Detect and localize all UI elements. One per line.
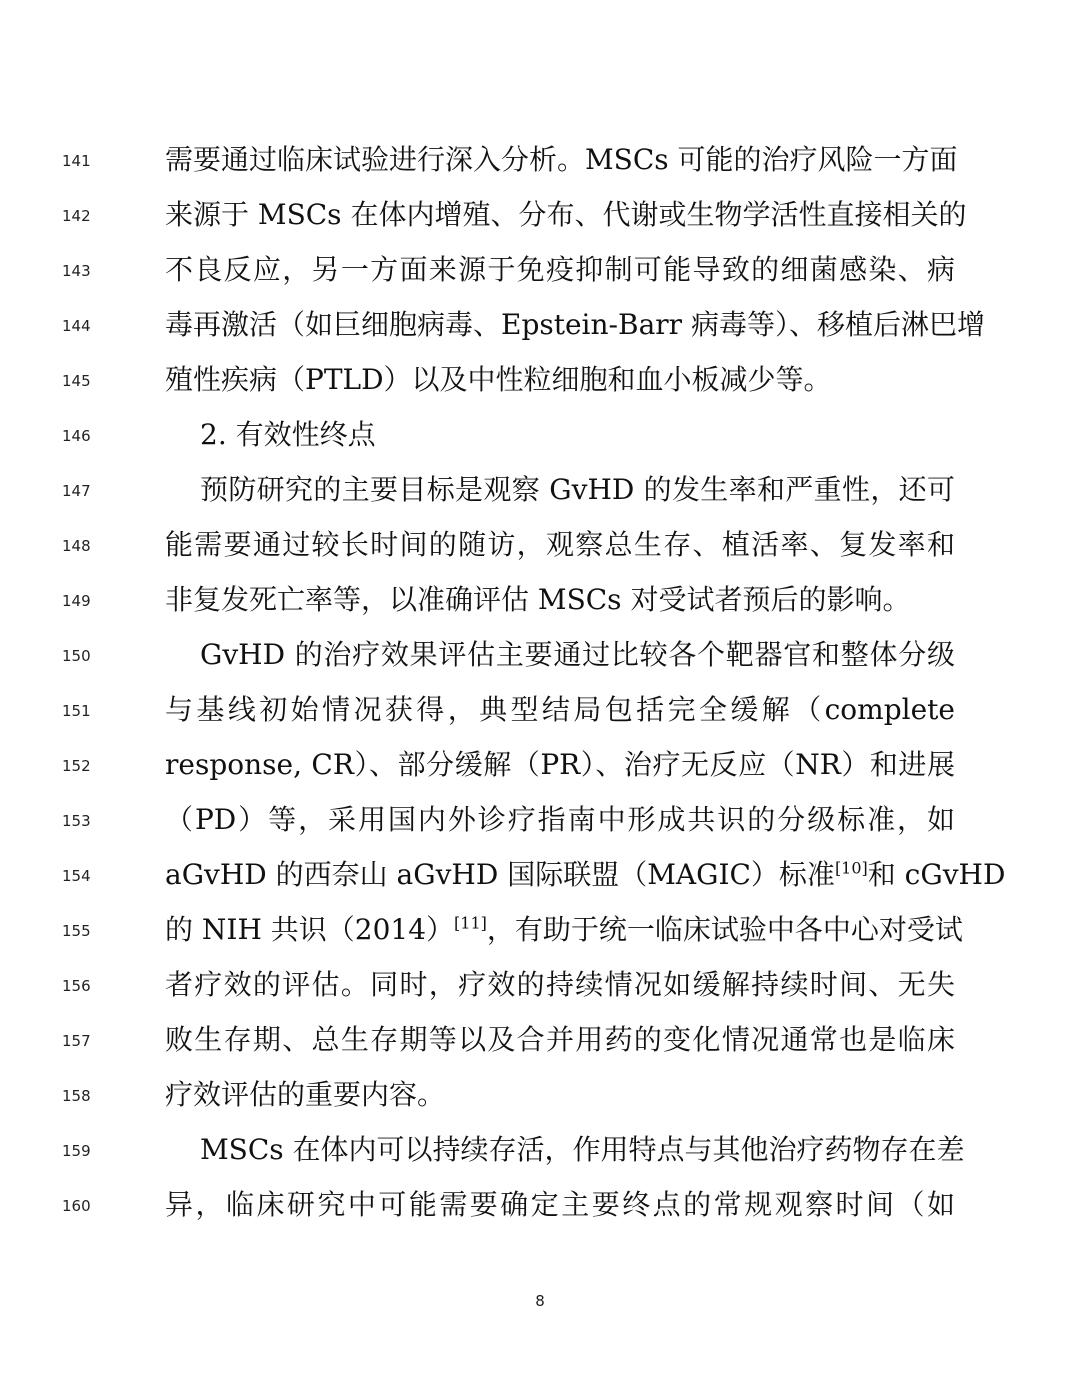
section-heading-line [0, 411, 1080, 467]
line-text: （PD）等，采用国内外诊疗指南中形成共识的分级标准，如 [165, 803, 955, 836]
text-line [0, 961, 1080, 1017]
text-line [0, 851, 1080, 907]
line-number: 146 [62, 427, 91, 445]
line-number: 148 [62, 537, 91, 555]
line-number: 160 [62, 1197, 91, 1215]
line-text: 不良反应，另一方面来源于免疫抑制可能导致的细菌感染、病 [165, 253, 955, 286]
line-text: GvHD 的治疗效果评估主要通过比较各个靶器官和整体分级 [200, 638, 955, 671]
text-line [0, 906, 1080, 962]
line-text-part: 和 cGvHD [867, 858, 1006, 891]
line-text [165, 855, 1006, 895]
line-text: 来源于 MSCs 在体内增殖、分布、代谢或生物学活性直接相关的 [165, 198, 967, 231]
text-line [0, 1181, 1080, 1237]
line-number: 149 [62, 592, 91, 610]
text-line [0, 356, 1080, 412]
text-line [0, 301, 1080, 357]
line-number: 156 [62, 977, 91, 995]
line-text: 毒再激活（如巨细胞病毒、Epstein-Barr 病毒等）、移植后淋巴增 [165, 308, 985, 341]
line-number: 147 [62, 482, 91, 500]
line-number: 141 [62, 152, 91, 170]
line-text: 与基线初始情况获得，典型结局包括完全缓解（complete [165, 693, 955, 726]
text-line [0, 631, 1080, 687]
text-line [0, 246, 1080, 302]
line-text-part: aGvHD 的西奈山 aGvHD 国际联盟（MAGIC）标准 [165, 858, 835, 891]
line-text: 殖性疾病（PTLD）以及中性粒细胞和血小板减少等。 [165, 363, 832, 396]
citation-ref: [11] [454, 913, 487, 933]
line-number: 154 [62, 867, 91, 885]
line-number: 155 [62, 922, 91, 940]
line-number: 144 [62, 317, 91, 335]
text-line [0, 576, 1080, 632]
line-text: 需要通过临床试验进行深入分析。MSCs 可能的治疗风险一方面 [165, 143, 958, 176]
line-text: MSCs 在体内可以持续存活，作用特点与其他治疗药物存在差 [200, 1133, 965, 1166]
text-line [0, 796, 1080, 852]
line-text [165, 910, 963, 950]
text-line [0, 741, 1080, 797]
line-text: 异，临床研究中可能需要确定主要终点的常规观察时间（如 [165, 1188, 955, 1221]
page-number: 8 [535, 1292, 545, 1310]
text-line [0, 466, 1080, 522]
text-line [0, 191, 1080, 247]
line-text-part: ，有助于统一临床试验中各中心对受试 [486, 913, 963, 946]
line-number: 150 [62, 647, 91, 665]
line-number: 151 [62, 702, 91, 720]
citation-ref: [10] [834, 858, 868, 878]
line-number: 153 [62, 812, 91, 830]
text-line [0, 1126, 1080, 1182]
line-number: 159 [62, 1142, 91, 1160]
line-text: 者疗效的评估。同时，疗效的持续情况如缓解持续时间、无失 [165, 968, 955, 1001]
text-line [0, 521, 1080, 577]
line-text: 疗效评估的重要内容。 [165, 1078, 446, 1111]
line-number: 143 [62, 262, 91, 280]
line-number: 152 [62, 757, 91, 775]
text-line [0, 1016, 1080, 1072]
line-text: response, CR）、部分缓解（PR）、治疗无反应（NR）和进展 [165, 748, 955, 781]
line-number: 158 [62, 1087, 91, 1105]
text-line [0, 136, 1080, 192]
text-line [0, 1071, 1080, 1127]
line-text: 预防研究的主要目标是观察 GvHD 的发生率和严重性，还可 [200, 473, 955, 506]
line-text: 非复发死亡率等，以准确评估 MSCs 对受试者预后的影响。 [165, 583, 911, 616]
line-text-part: 的 NIH 共识（2014） [165, 913, 455, 946]
section-heading: 2. 有效性终点 [200, 418, 376, 451]
text-line [0, 686, 1080, 742]
line-text: 败生存期、总生存期等以及合并用药的变化情况通常也是临床 [165, 1023, 955, 1056]
line-number: 142 [62, 207, 91, 225]
line-number: 157 [62, 1032, 91, 1050]
line-number: 145 [62, 372, 91, 390]
line-text: 能需要通过较长时间的随访，观察总生存、植活率、复发率和 [165, 528, 955, 561]
